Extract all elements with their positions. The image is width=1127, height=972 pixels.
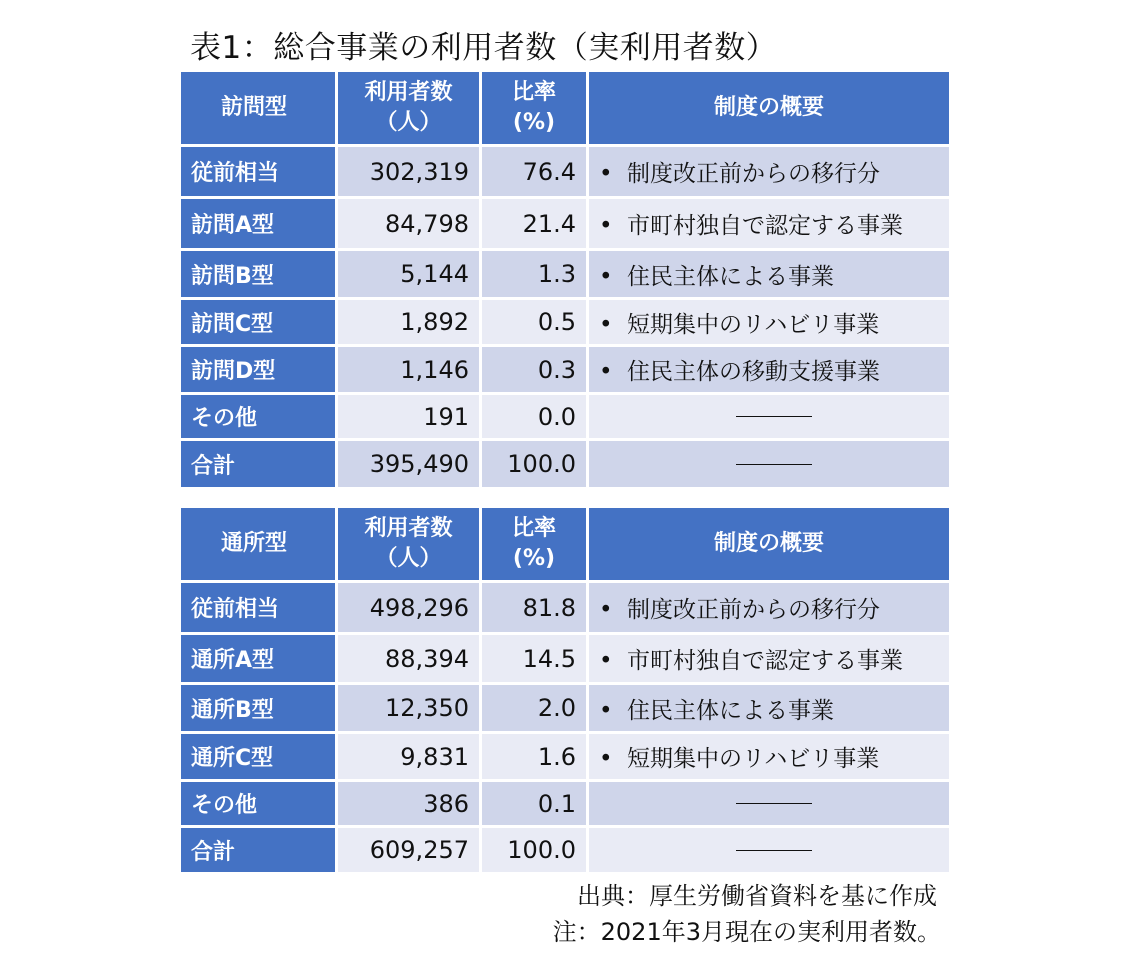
overview-cell <box>588 634 951 684</box>
table-header-row <box>180 71 951 146</box>
rate-header-line2: (%) <box>512 110 556 135</box>
overview-cell <box>588 394 951 440</box>
overview-cell <box>588 299 951 346</box>
table-row <box>180 299 951 346</box>
bullet-icon: • <box>599 213 613 239</box>
rate-cell: 100.0 <box>481 827 588 874</box>
row-label: 訪問B型 <box>180 250 337 299</box>
type-column-header: 通所型 <box>180 507 337 582</box>
table-row <box>180 827 951 874</box>
overview-cell <box>588 198 951 250</box>
overview-cell <box>588 684 951 733</box>
table-row <box>180 440 951 489</box>
row-label: 訪問C型 <box>180 299 337 346</box>
overview-text: 住民主体による事業 <box>627 697 834 724</box>
rate-column-header <box>481 507 588 582</box>
row-label: 従前相当 <box>180 582 337 634</box>
users-cell: 12,350 <box>337 684 481 733</box>
table-row <box>180 346 951 394</box>
users-header-line1: 利用者数 <box>364 80 453 105</box>
table-row <box>180 733 951 781</box>
users-cell: 1,146 <box>337 346 481 394</box>
overview-cell <box>588 440 951 489</box>
overview-cell <box>588 346 951 394</box>
table-row <box>180 781 951 827</box>
users-cell: 498,296 <box>337 582 481 634</box>
row-label: 訪問A型 <box>180 198 337 250</box>
source-note: 出典：厚生労働省資料を基に作成 <box>577 882 937 910</box>
row-label: 通所C型 <box>180 733 337 781</box>
table-header-row <box>180 507 951 582</box>
rate-cell: 21.4 <box>481 198 588 250</box>
overview-cell <box>588 781 951 827</box>
overview-cell <box>588 733 951 781</box>
bullet-icon: • <box>599 311 613 338</box>
users-cell: 5,144 <box>337 250 481 299</box>
overview-cell <box>588 250 951 299</box>
users-header-line2: （人） <box>375 546 442 571</box>
rate-cell: 0.0 <box>481 394 588 440</box>
rate-cell: 0.5 <box>481 299 588 346</box>
bullet-icon: • <box>599 359 613 385</box>
users-header-line1: 利用者数 <box>364 516 453 541</box>
users-cell: 191 <box>337 394 481 440</box>
row-label: 訪問D型 <box>180 346 337 394</box>
overview-column-header: 制度の概要 <box>588 507 951 582</box>
bullet-icon: • <box>599 697 613 724</box>
overview-text: 住民主体の移動支援事業 <box>627 359 880 385</box>
dash-line <box>736 416 812 417</box>
row-label: その他 <box>180 781 337 827</box>
rate-header-line2: (%) <box>512 546 556 571</box>
rate-header-line1: 比率 <box>511 516 556 541</box>
row-label: その他 <box>180 394 337 440</box>
table-row <box>180 198 951 250</box>
table-row <box>180 250 951 299</box>
users-cell: 386 <box>337 781 481 827</box>
users-header-line2: （人） <box>375 110 442 135</box>
rate-header-line1: 比率 <box>511 80 556 105</box>
bullet-icon: • <box>599 648 613 674</box>
overview-cell <box>588 582 951 634</box>
dash-line <box>736 803 812 804</box>
bullet-icon: • <box>599 161 613 187</box>
table-row <box>180 582 951 634</box>
users-column-header <box>337 507 481 582</box>
rate-cell: 100.0 <box>481 440 588 489</box>
footnote: 注：2021年3月現在の実利用者数。 <box>552 918 941 946</box>
overview-text: 市町村独自で認定する事業 <box>627 648 903 674</box>
overview-text: 住民主体による事業 <box>627 263 834 290</box>
users-cell: 609,257 <box>337 827 481 874</box>
type-column-header: 訪問型 <box>180 71 337 146</box>
bullet-icon: • <box>599 597 613 623</box>
visit-type-table <box>178 69 952 490</box>
overview-column-header: 制度の概要 <box>588 71 951 146</box>
table-row <box>180 684 951 733</box>
rate-cell: 0.3 <box>481 346 588 394</box>
row-label: 合計 <box>180 827 337 874</box>
overview-text: 制度改正前からの移行分 <box>627 161 880 187</box>
users-cell: 1,892 <box>337 299 481 346</box>
overview-text: 制度改正前からの移行分 <box>627 597 880 623</box>
table-row <box>180 146 951 198</box>
table-row <box>180 394 951 440</box>
rate-cell: 1.3 <box>481 250 588 299</box>
daycare-type-table <box>178 505 952 875</box>
overview-text: 短期集中のリハビリ事業 <box>627 746 880 772</box>
dash-line <box>736 850 812 851</box>
users-cell: 88,394 <box>337 634 481 684</box>
rate-cell: 2.0 <box>481 684 588 733</box>
row-label: 通所A型 <box>180 634 337 684</box>
overview-cell <box>588 827 951 874</box>
users-cell: 84,798 <box>337 198 481 250</box>
users-cell: 395,490 <box>337 440 481 489</box>
rate-cell: 81.8 <box>481 582 588 634</box>
bullet-icon: • <box>599 263 613 290</box>
overview-cell <box>588 146 951 198</box>
users-cell: 302,319 <box>337 146 481 198</box>
users-cell: 9,831 <box>337 733 481 781</box>
users-column-header <box>337 71 481 146</box>
rate-cell: 1.6 <box>481 733 588 781</box>
rate-column-header <box>481 71 588 146</box>
row-label: 合計 <box>180 440 337 489</box>
bullet-icon: • <box>599 746 613 772</box>
table-row <box>180 634 951 684</box>
overview-text: 市町村独自で認定する事業 <box>627 213 903 239</box>
table-title: 表1：総合事業の利用者数（実利用者数） <box>190 30 778 66</box>
rate-cell: 0.1 <box>481 781 588 827</box>
overview-text: 短期集中のリハビリ事業 <box>627 311 880 338</box>
row-label: 従前相当 <box>180 146 337 198</box>
dash-line <box>736 464 812 465</box>
row-label: 通所B型 <box>180 684 337 733</box>
rate-cell: 76.4 <box>481 146 588 198</box>
rate-cell: 14.5 <box>481 634 588 684</box>
